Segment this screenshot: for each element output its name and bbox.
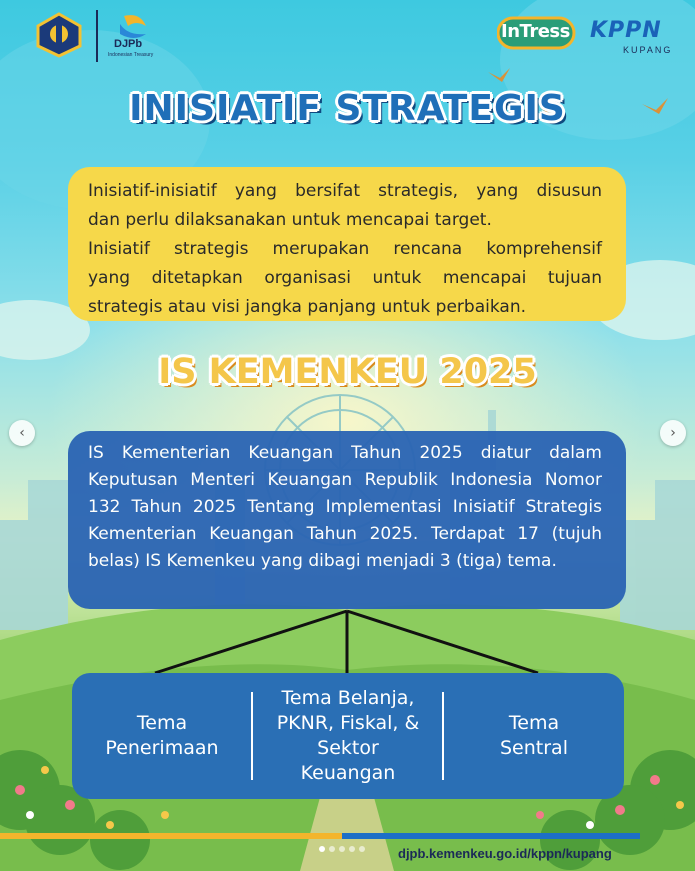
definition-line: yang ditetapkan organisasi untuk mencapai tujuan bbox=[88, 268, 602, 288]
themes-box bbox=[72, 673, 624, 799]
regulation-text: IS Kementerian Keuangan Tahun 2025 diatur dalam Keputusan Menteri Keuangan Republik Indonesia Nomor 132 Tahun 2025 Tentang Implementasi Inisiatif Strategis Kementerian Keuangan Tahun 2025. Terdapat 17 (tujuh belas) IS Kemenkeu yang dibagi menjadi 3 (tiga) tema. bbox=[88, 443, 602, 571]
djpb-name: DJPb bbox=[114, 38, 143, 50]
theme-divider bbox=[251, 692, 253, 780]
carousel-dot[interactable] bbox=[349, 846, 355, 852]
carousel-dot[interactable] bbox=[319, 846, 325, 852]
theme-label: Tema Penerimaan bbox=[105, 712, 219, 759]
chevron-right-icon: › bbox=[670, 425, 676, 441]
carousel-next-button[interactable] bbox=[660, 420, 686, 446]
carousel-dot[interactable] bbox=[329, 846, 335, 852]
definition-line: strategis atau visi jangka panjang untuk perbaikan. bbox=[88, 297, 526, 317]
footer-url[interactable]: djpb.kemenkeu.go.id/kppn/kupang bbox=[398, 846, 612, 861]
section-title-is-kemenkeu: IS KEMENKEU 2025 bbox=[158, 352, 537, 392]
kppn-logo-text: KPPN bbox=[590, 18, 662, 43]
theme-label: Tema Sentral bbox=[500, 712, 568, 759]
footer-bar-blue bbox=[342, 833, 640, 839]
definition-line: dan perlu dilaksanakan untuk mencapai target. bbox=[88, 210, 492, 230]
theme-belanja bbox=[254, 673, 442, 799]
carousel-prev-button[interactable] bbox=[9, 420, 35, 446]
definition-line: Inisiatif-inisiatif yang bersifat strategis, yang disusun bbox=[88, 181, 602, 201]
carousel-dot[interactable] bbox=[339, 846, 345, 852]
djpb-subtitle: Indonesian Treasury bbox=[108, 52, 154, 58]
definition-line: Inisiatif strategis merupakan rencana komprehensif bbox=[88, 239, 602, 259]
carousel-dot[interactable] bbox=[359, 846, 365, 852]
theme-sentral bbox=[444, 673, 624, 799]
intress-logo-text: InTress bbox=[501, 21, 570, 42]
carousel-dots bbox=[319, 846, 365, 852]
section-title-inisiatif: INISIATIF STRATEGIS bbox=[129, 88, 566, 129]
theme-label: Tema Belanja, PKNR, Fiskal, & Sektor Keuangan bbox=[276, 687, 420, 784]
footer-bar-yellow bbox=[0, 833, 342, 839]
kppn-location: KUPANG bbox=[623, 45, 673, 55]
theme-penerimaan bbox=[72, 673, 252, 799]
chevron-left-icon: ‹ bbox=[19, 425, 25, 441]
